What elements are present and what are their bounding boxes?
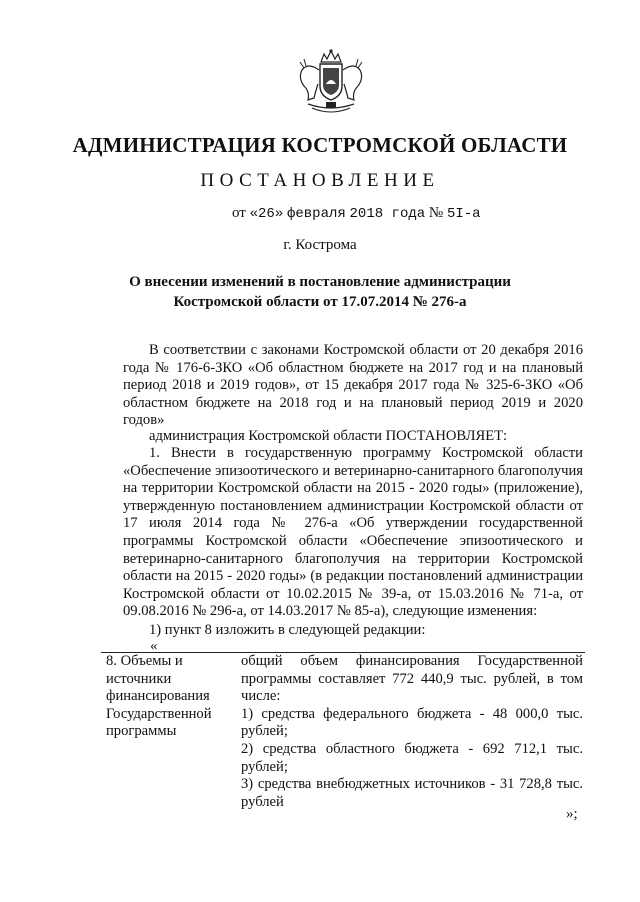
table-right-item: 2) средства областного бюджета - 692 712,1 тыс. рублей; bbox=[241, 740, 583, 775]
quote-open: « bbox=[150, 638, 158, 654]
table-left-line: финансирования bbox=[106, 688, 210, 705]
table-left-line: источники bbox=[106, 670, 172, 687]
table-left-line: Государственной bbox=[106, 705, 212, 722]
number-sign: № bbox=[428, 205, 444, 221]
subject-line-2: Костромской области от 17.07.2014 № 276-а bbox=[173, 294, 467, 310]
body-paragraph-1: В соответствии с законами Костромской области от 20 декабря 2016 года № 176-6-ЗКО «Об областном бюджете на 2017 год и на плановый период 2018 и 2019 годов», от 15 декабря 2017 года № 325-6-ЗКО «Об областном бюджете на 2018 год и на плановый период 2019 и 2020 годов» bbox=[123, 342, 583, 429]
organization-title: АДМИНИСТРАЦИЯ КОСТРОМСКОЙ ОБЛАСТИ bbox=[72, 133, 568, 157]
table-right-item: 3) средства внебюджетных источников - 31 728,8 тыс. рублей bbox=[241, 776, 583, 810]
table-left-cell bbox=[106, 653, 232, 741]
quote-close: »; bbox=[566, 806, 578, 822]
table-right-item: 1) средства федерального бюджета - 48 000,0 тыс. рублей; bbox=[241, 705, 583, 740]
date-prefix: от bbox=[232, 205, 246, 221]
date-day: «26» bbox=[249, 206, 284, 222]
body-paragraph-3: 1. Внести в государственную программу Костромской области «Обеспечение эпизоотического и ветеринарно-санитарного благополучия на территории Костромской области на 2015 - 2020 годы» (приложение), утвержденную постановлением администрации Костромской области от 17 июля 2014 года № 276-а «Об утверждении государственной программы Костромской области «Обеспечение эпизоотического и ветеринарно-санитарного благополучия на территории Костромской области на 2015 - 2020 годы» (в редакции постановлений администрации Костромской области от 10.02.2015 № 39-а, от 15.03.2016 № 71-а, от 09.08.2016 № 296-а, от 14.03.2017 № 85-а), следующие изменения: bbox=[123, 445, 583, 620]
table-left-line: 8. Объемы и bbox=[106, 653, 183, 669]
city: г. Кострома bbox=[283, 237, 357, 253]
date-year: 2018 года bbox=[349, 206, 426, 222]
date-line bbox=[232, 205, 481, 222]
body-paragraph-2: администрация Костромской области ПОСТАНОВЛЯЕТ: bbox=[149, 428, 508, 444]
document-number: 5I-а bbox=[446, 206, 481, 222]
table-right-cell bbox=[241, 653, 583, 811]
subject-line-1: О внесении изменений в постановление администрации bbox=[129, 274, 511, 290]
coat-of-arms-emblem bbox=[290, 48, 372, 120]
table-left-line: программы bbox=[106, 723, 177, 740]
body-paragraph-4: 1) пункт 8 изложить в следующей редакции: bbox=[149, 622, 426, 638]
table-right-item: общий объем финансирования Государственной программы составляет 772 440,9 тыс. рублей, в том числе: bbox=[241, 653, 583, 705]
document-subject bbox=[0, 272, 640, 312]
date-month: февраля bbox=[286, 206, 346, 222]
financing-table bbox=[101, 652, 585, 810]
document-type-heading: ПОСТАНОВЛЕНИЕ bbox=[200, 170, 440, 191]
